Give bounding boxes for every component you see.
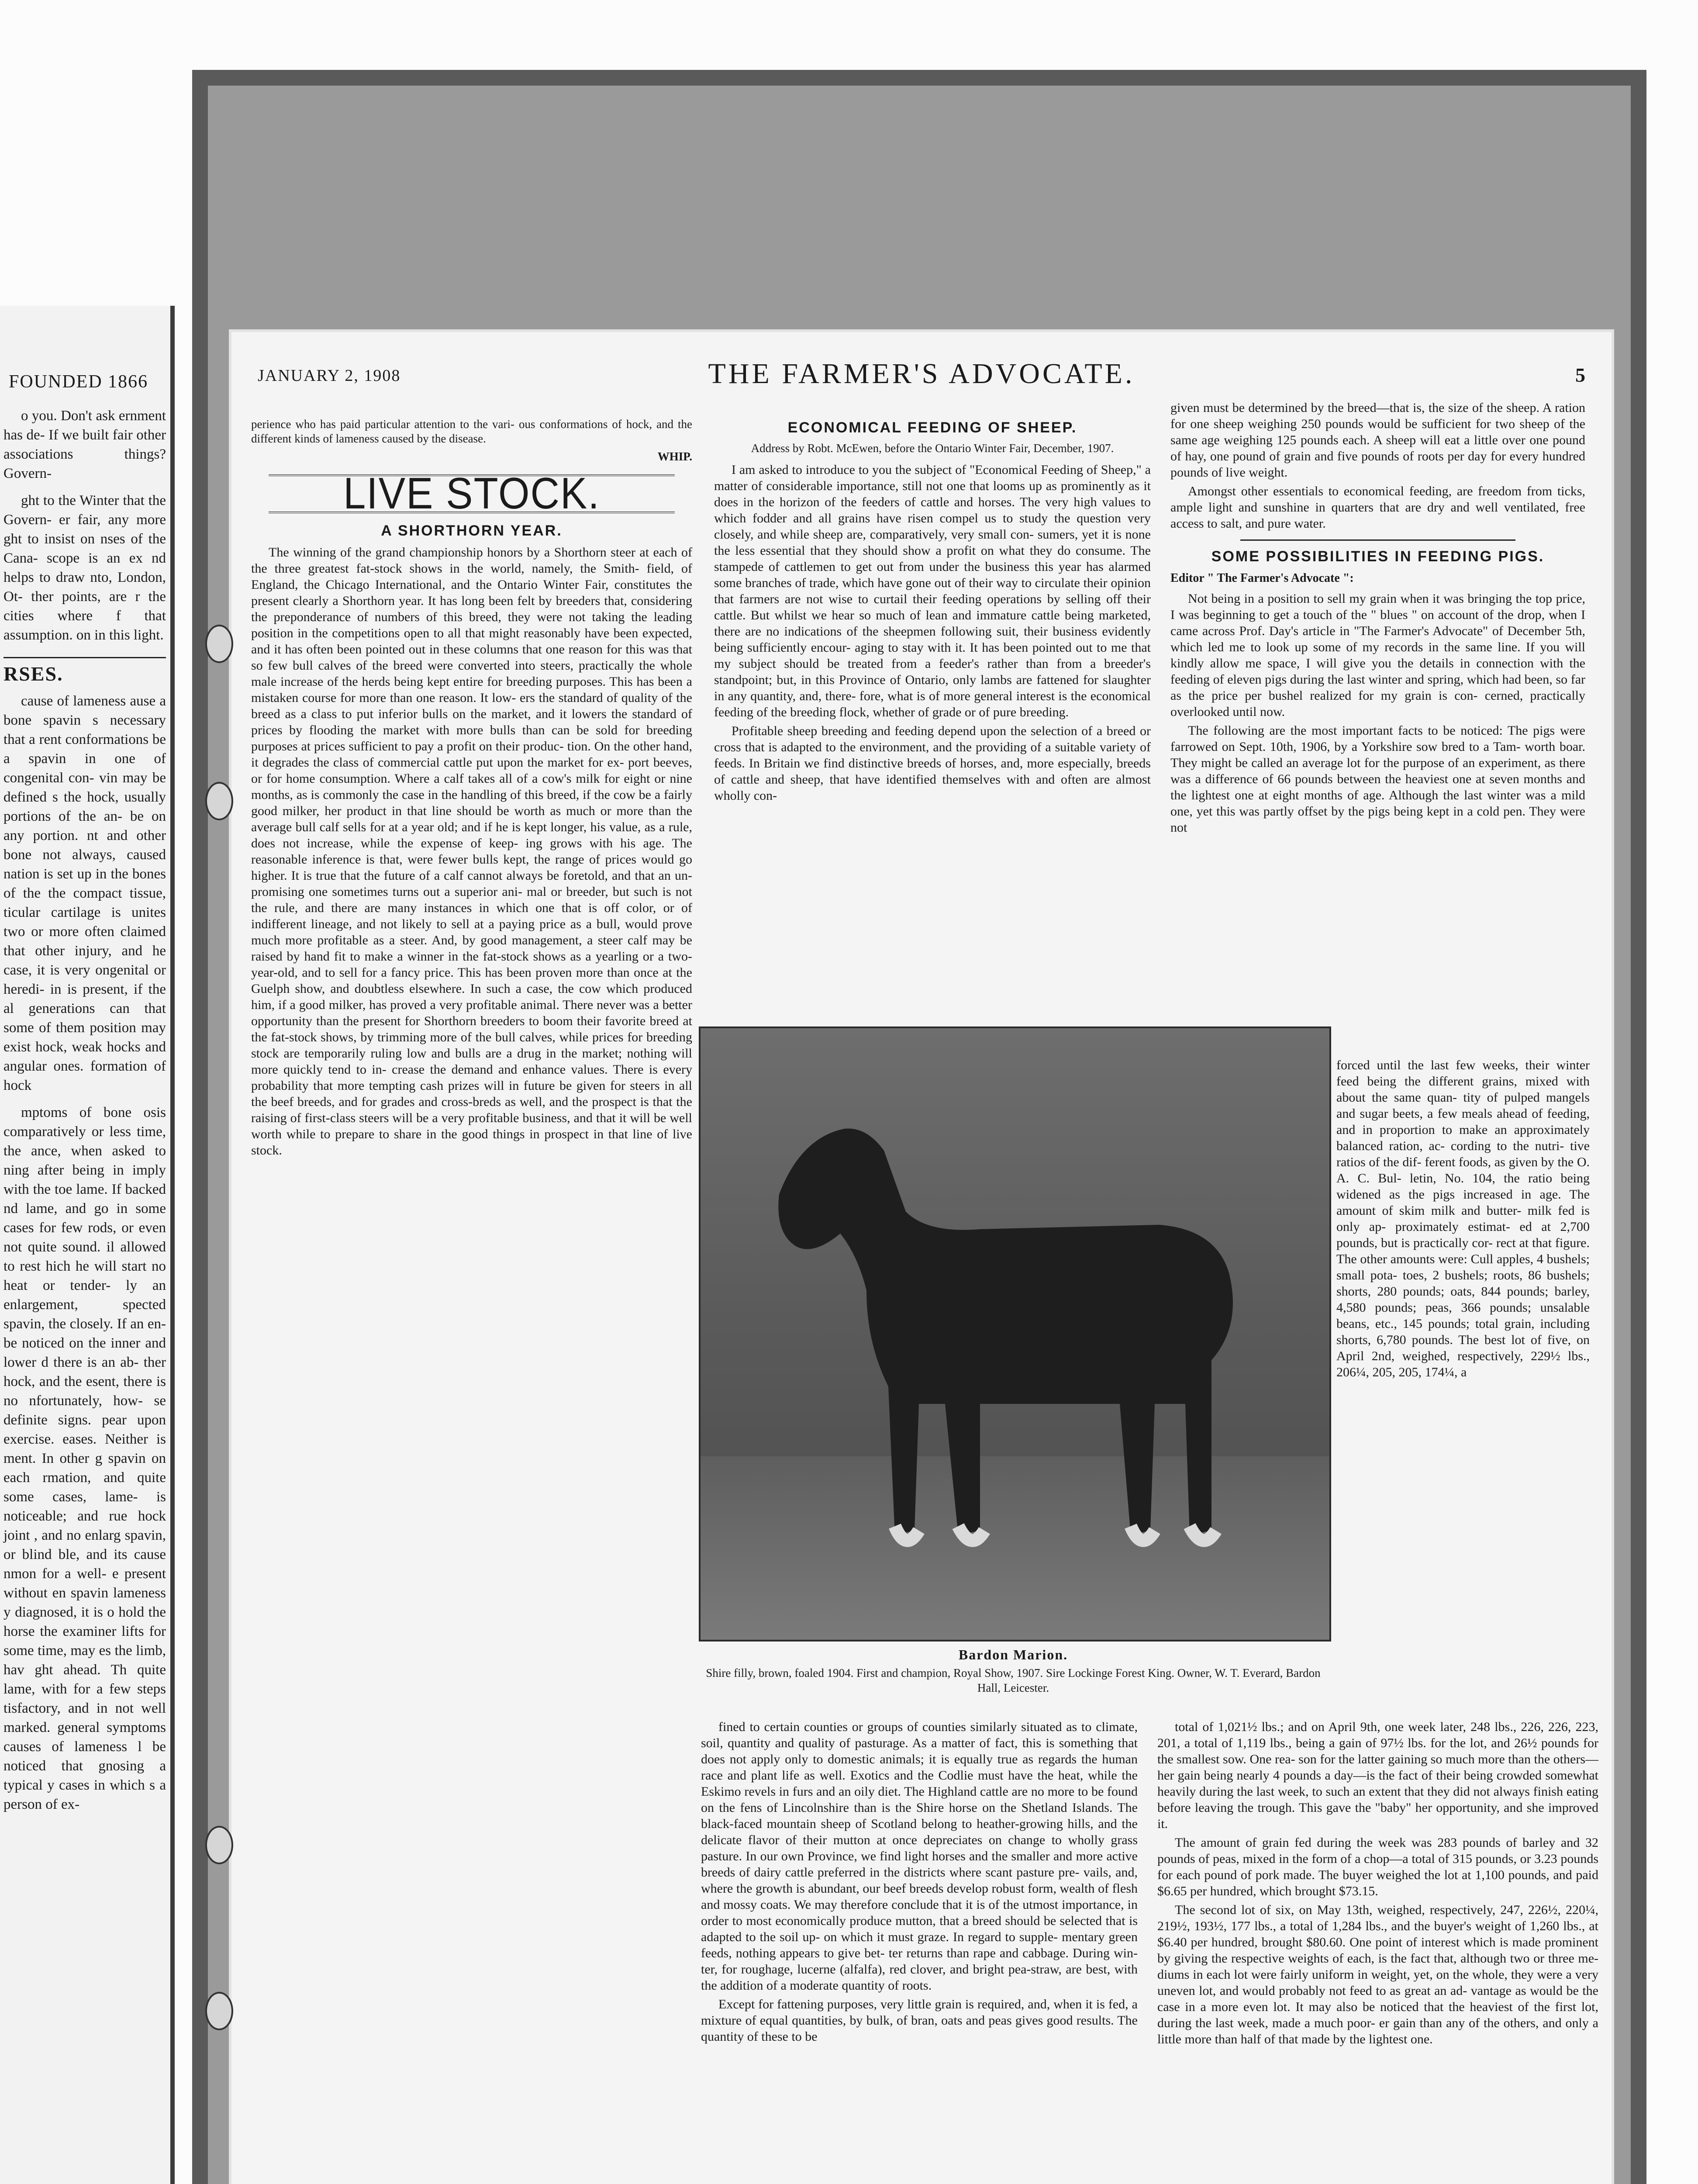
paragraph: The winning of the grand championship honors by a Shorthorn steer at each of the three greatest fat-stock shows in the world, namely, the Smith- field, of England, the Chicago International, and the Ontario Winter Fair, constitutes the present clearly a Shorthorn year. It has long been felt by breeders that, considering the preponderance of numbers of this breed, they were not taking the leading position in the competitions open to all that might reasonably have been expected, and it has often been pointed out in these columns that one reason for this was that so few bull calves of the breed were converted into steers, practically the whole male increase of the herds being kept entire for breeding purposes. This has been a mistaken course for more than one reason. It low- ers the standard of quality of the breed as a class to put inferior bulls on the market, and it lowers the standard of prices by flooding the market with more bulls than can be sold for breeding purposes at prices sufficient to pay a profit on their produc- tion. On the other hand, it degrades the class of commercial cattle put upon the market for ex- port beeves, or for home consumption. Where a calf takes all of a cow's milk for eight or nine months, as is commonly the case in the handling of this breed, if the cow be a fairly good milker, her product in that line should be worth as much or more than the average bull calf sells for at a year old; and if he is kept longer, his value, as a rule, does not increase, while the expense of keep- ing grows with his age. The reasonable inference is that, were fewer bulls kept, the range of prices would go higher. It is true that the future of a calf cannot always be foretold, and that an un- promising one sometimes turns out a superior ani- mal or breeder, but such is not the rule, and there are many instances in which one that is off color, or of indifferent lineage, and not likely to sell at a paying price as a bull, would prove much more profitable as a steer. And, by good management, a steer calf may be raised by hand fit to make a winner in the fat-stock shows as a yearling or a two-year-old, and to sell for a fancy price. This has been proven more than once at the Guelph show, and doubtless elsewhere. In such a case, the cow which produced him, if a good milker, has proved a very profitable animal. There never was a better opportunity than the present for Shorthorn breeders to boom their favorite breed at the fat-stock shows, by trimming more of the bull calves, while prices for breeding stock are temporarily ruling low and bulls are a drug in the market; nothing will more quickly tend to in- crease the demand and enhance values. There is every probability that more tempting cash prizes will in future be given for steers in all the beef breeds, and for grades and cross-breds as well, and the prospect is that the raising of first-class steers will be a very profitable business, and that it will be well worth while to prepare to share in the good things in prospect in that line of live stock. (251, 545, 692, 1158)
binding-hole (205, 1992, 233, 2030)
previous-page-header: FOUNDED 1866 (9, 372, 148, 392)
previous-page-heading: RSES. (3, 657, 166, 684)
paragraph: total of 1,021½ lbs.; and on April 9th, one week later, 248 lbs., 226, 226, 223, 201, a total of 1,119 lbs., being a gain of 97½ lbs. for the lot, and 26½ pounds for the smallest sow. One rea- son for the latter gaining so much more than the others—her gain being nearly 4 pounds a day—is the fact of their being crowded somewhat heavily during the last week, to such an extent that they did not always finish eating before leaving the trough. This gave the "baby" her opportunity, and she improved it. (1157, 1720, 1598, 1831)
paragraph: The amount of grain fed during the week was 283 pounds of barley and 32 pounds of peas, mixed in the form of a chop—a total of 315 pounds, or 3.23 pounds for each pound of pork made. The buyer weighed the lot at 1,100 pounds, and paid $6.65 per hundred, which brought $73.15. (1157, 1835, 1598, 1898)
previous-page-paragraph: ght to the Winter that the Govern- er fair, any more ght to insist on nses of the Cana- scope is an ex nd helps to draw nto, London, Ot- ther points, are r the cities where f that assumption. on in this light. (3, 493, 166, 643)
narrow-column-text (1336, 1057, 1590, 1380)
column-2 (714, 417, 1151, 806)
section-title: LIVE STOCK. (343, 469, 600, 518)
paragraph: Except for fattening purposes, very little grain is required, and, when it is fed, a mixture of equal quantities, by bulk, of bran, oats and peas gives good results. The quantity of these to be (701, 1997, 1138, 2044)
article-title: A SHORTHORN YEAR. (381, 522, 563, 539)
binding-hole (205, 1826, 233, 1864)
issue-date: JANUARY 2, 1908 (258, 366, 401, 385)
column-3-continued (1157, 1719, 1598, 2050)
paragraph: I am asked to introduce to you the subject of "Economical Feeding of Sheep," a matter of considerable importance, still not one that looms up as prominently as it does in the horizon of the feeders of cattle and horses. The very high values to which fodder and all grains have risen compel us to study the question very closely, and while sheep are, comparatively, very small con- sumers, yet it is none the less essential that they should show a profit on what they do consume. The stampede of cattlemen to get out from under the business this year has alarmed some branches of trade, which have gone out of their way to circulate their opinion that farmers are not wise to curtail their feeding operations by selling off their cattle. But whilst we hear so much of lean and immature cattle being marketed, there are no indications of the sheepmen following suit, their business evidently being sufficiently encour- aging to stay with it. It has been pointed out to me that my subject should be treated from a feeder's rather than from a breeder's standpoint; but, in this Province of Ontario, only lambs are fattened for slaughter in any quantity, and, there- fore, what is of more general interest is the economical feeding of the breeding flock, whether of grade or of pure breeding. (714, 463, 1151, 719)
previous-page-column (3, 406, 166, 1822)
paragraph: Not being in a position to sell my grain when it was bringing the top price, I was beginning to get a touch of the " blues " on account of the drop, when I came across Prof. Day's article in "The Farmer's Advocate" of December 5th, which led me to look up some of my records in the same line. If you will kindly allow me space, I will give you the details in connection with the feeding of eleven pigs during the last winter and spring, which had been, so far as the price per bushel realized for my grain is con- cerned, practically overlooked until now. (1170, 591, 1585, 719)
editor-line: Editor " The Farmer's Advocate ": (1170, 571, 1354, 585)
column-3 (1170, 400, 1585, 838)
paragraph: The second lot of six, on May 13th, weighed, respectively, 247, 226½, 220¼, 219½, 193½, 177 lbs., a total of 1,284 lbs., and the buyer's weight of 1,260 lbs., at $6.40 per hundred, brought $80.60. One point of interest which is made prominent by giving the respective weights of each, is the fact that, although two or three me- diums in each lot were fairly uniform in weight, yet, on the whole, they were a very uneven lot, and would probably not feed to as great an ad- vantage as would be the case in a more even lot. It may also be noticed that the heaviest of the first lot, during the last week, made a much poor- er gain than any of the others, and only a little more than half of that made by the lightest one. (1157, 1903, 1598, 2046)
previous-page-paragraph: cause of lameness ause a bone spavin s necessary that a rent conformations be a spavin in one of congenital con- vin may be defined s the hock, usually portions of the an- be on any portion. nt and other bone not always, caused nation is set up in the bones of the the compact tissue, ticular cartilage is unites two or more often claimed that other injury, and he case, it is very ongenital or heredi- in is present, if the al generations can that some of them position may exist hock, weak hocks and angular ones. formation of hock (3, 693, 166, 1093)
figure-caption: Shire filly, brown, foaled 1904. First and champion, Royal Show, 1907. Sire Lockinge Forest King. Owner, W. T. Everard, Bardon Hall, Leicester. (706, 1666, 1321, 1694)
paragraph: forced until the last few weeks, their winter feed being the different grains, mixed with about the same quan- tity of pulped mangels and sugar beets, a few meals ahead of feeding, and in proportion to make an approximately balanced ration, ac- cording to the nutri- tive ratios of the dif- ferent foods, as given by the O. A. C. Bul- letin, No. 104, the ratio being widened as the pigs increased in age. The amount of skim milk and butter- milk fed is only ap- proximately estimat- ed at 2,700 pounds, but is practically cor- rect at that figure. The other amounts were: Cull apples, 4 bushels; small pota- toes, 2 bushels; roots, 86 bushels; shorts, 280 pounds; oats, 844 pounds; barley, 4,580 pounds; peas, 366 pounds; unsalable beans, etc., 145 pounds; total grain, including shorts, 6,780 pounds. The best lot of five, on April 2nd, weighed, respectively, 229½ lbs., 206¼, 205, 205, 174¼, a (1336, 1058, 1590, 1379)
horse-photo (699, 1026, 1331, 1641)
page-header (258, 357, 1585, 392)
article-title: SOME POSSIBILITIES IN FEEDING PIGS. (1211, 548, 1545, 565)
byline: Address by Robt. McEwen, before the Ontario Winter Fair, December, 1907. (751, 442, 1114, 455)
masthead-title: THE FARMER'S ADVOCATE. (708, 358, 1135, 390)
paragraph: given must be determined by the breed—that is, the size of the sheep. A ration for one sheep weighing 250 pounds would be sufficient for two sheep of the same age weighing 125 pounds each. A sheep will eat a little over one pound of hay, one pound of grain and five pounds of roots per day for every hundred pounds of live weight. (1170, 401, 1585, 480)
article-title: ECONOMICAL FEEDING OF SHEEP. (787, 419, 1077, 436)
column-2-continued (701, 1719, 1138, 2047)
signature: WHIP. (657, 450, 692, 463)
binding-hole (205, 782, 233, 820)
paragraph: perience who has paid particular attention to the vari- ous conformations of hock, and the different kinds of lameness caused by the disease. (251, 418, 692, 445)
binding-hole (205, 625, 233, 663)
page-number: 5 (1575, 364, 1585, 386)
column-1 (251, 417, 692, 1161)
paragraph: Profitable sheep breeding and feeding depend upon the selection of a breed or cross that is adapted to the environment, and the providing of a suitable variety of feeds. In Britain we find distinctive breeds of horses, and, more especially, breeds of cattle and sheep, that have identified themselves with and often are almost wholly con- (714, 724, 1151, 803)
paragraph: Amongst other essentials to economical feeding, are freedom from ticks, ample light and sunshine in quarters that are dry and well ventilated, free access to salt, and pure water. (1170, 484, 1585, 531)
paragraph: The following are the most important facts to be noticed: The pigs were farrowed on Sept. 10th, 1906, by a Yorkshire sow bred to a Tam- worth boar. They might be called an average lot for the purpose of an experiment, as there was a difference of 66 pounds between the heaviest one at seven months and the lightest one at eight months of age. Although the last winter was a mild one, yet this was partly offset by the pigs being kept in a cold pen. They were not (1170, 723, 1585, 835)
previous-page-paragraph: mptoms of bone osis comparatively or less time, the ance, when asked to ning after being in imply with the toe lame. If backed nd lame, and go in some cases for few rods, or even not quite sound. il allowed to rest hich he will start no heat or tender- ly an enlargement, spected spavin, the closely. If an en- be noticed on the inner and lower d there is an ab- ther hock, and the esent, there is no nfortunately, how- se definite signs. pear upon exercise. eases. Neither is ment. In other g spavin on each rmation, and quite some cases, lame- is noticeable; and rue hock joint , and no enlarg spavin, or blind ble, and its cause nmon for a well- e present without en spavin lameness y diagnosed, it is o hold the horse the examiner lifts for some time, may es the limb, hav ght ahead. Th quite lame, with for a few steps tisfactory, and in not well marked. general symptoms causes of lameness l be noticed that gnosing a typical y cases in which s a person of ex- (3, 1105, 166, 1812)
figure-title: Bardon Marion. (958, 1647, 1068, 1662)
paragraph: fined to certain counties or groups of counties similarly situated as to climate, soil, quantity and quality of pasturage. As a matter of fact, this is something that does not apply only to domestic animals; it is equally true as regards the human race and plant life as well. Exotics and the Codlie must have the heat, while the Eskimo revels in furs and an oily diet. The Highland cattle are no more to be found on the fens of Lincolnshire than is the Shire horse on the Shetland Islands. The black-faced mountain sheep of Scotland belong to heather-growing hills, and the delicate flavor of their mutton at once depreciates on change to wholly grass pasture. In our own Province, we find light horses and the smaller and more active breeds of dairy cattle preferred in the districts where scant pasture pre- vails, and, where the growth is abundant, our beef breeds develop robust form, wealth of flesh and mossy coats. We may therefore conclude that it is of the utmost importance, in order to most economically produce mutton, that a breed should be selected that is adapted to the soil up- on which it must graze. In regard to supple- mentary green feeds, nothing appears to give bet- ter returns than rape and cabbage. During win- ter, for roughage, lucerne (alfalfa), red clover, and bright pea-straw, are best, with the addition of a moderate quantity of roots. (701, 1720, 1138, 1993)
horse-illustration (701, 1028, 1329, 1640)
previous-page-paragraph: o you. Don't ask ernment has de- If we built fair other associations things? Govern- (3, 408, 166, 481)
previous-page-edge (0, 306, 175, 2184)
horse-figure (699, 1026, 1328, 1695)
article-rule (1240, 539, 1515, 541)
